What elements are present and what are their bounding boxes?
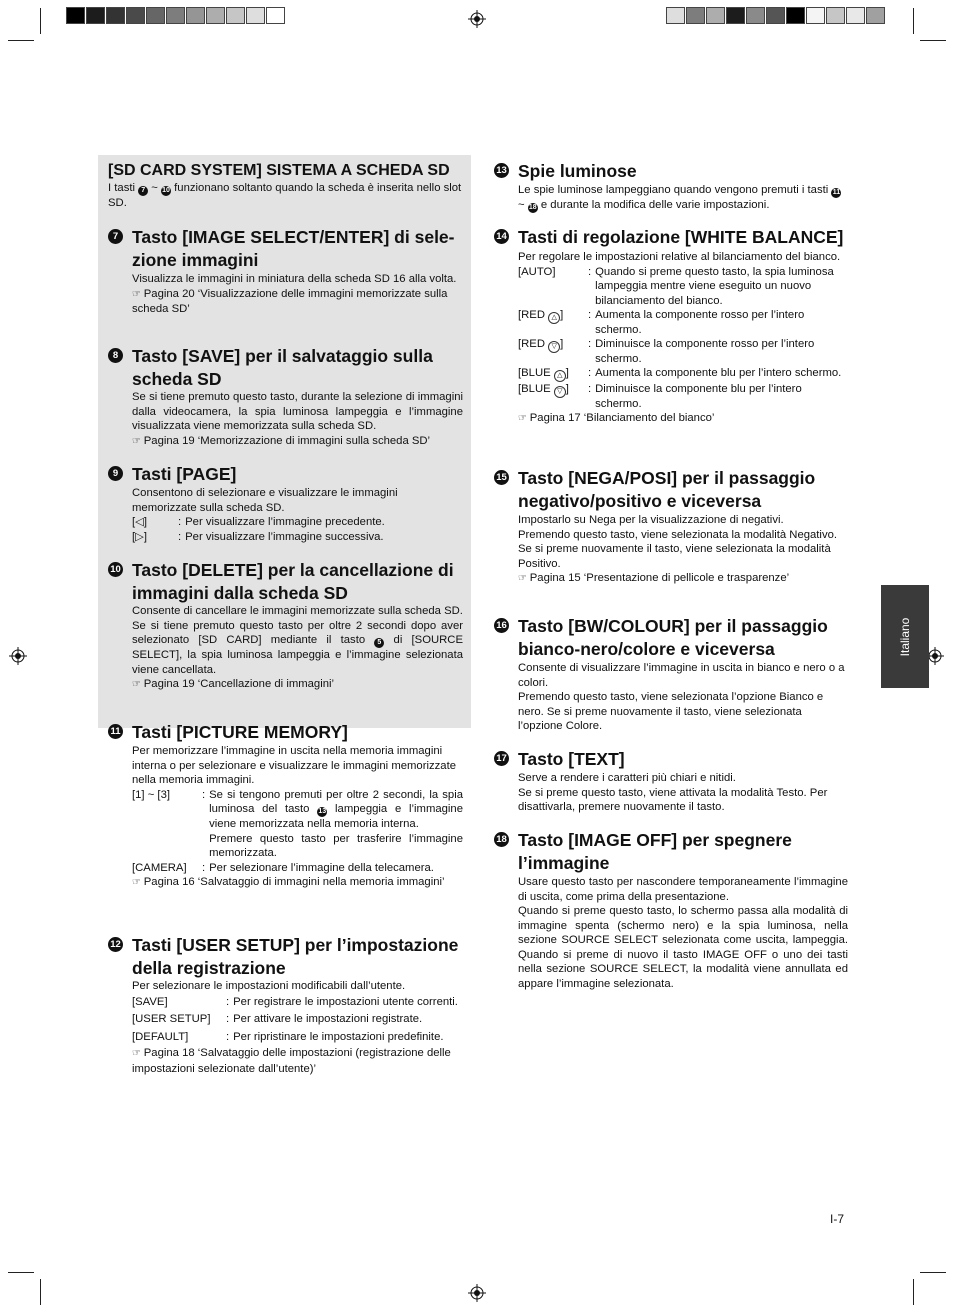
page-reference: ☞ Pagina 19 ‘Cancellazione di immagini’ [132, 677, 463, 693]
page-number: I-7 [830, 1212, 845, 1226]
table-row [518, 337, 848, 366]
body-text: Quando si preme questo tasto, lo schermo passa alla modalità di immagine spenta (schermo nero) e la spia luminosa, nella sezione SOURCE SELECT selezionata come uscita, lampeggia. Quando si preme di nuovo il tasto IMAGE OFF o uno dei tasti nella sezione SOURCE SELECT, la modalità viene annullata ed appare l’immagine selezionata. [518, 905, 848, 990]
body-text [132, 619, 463, 678]
body-text [518, 183, 848, 213]
body-text: Se si tiene premuto questo tasto, durante la selezione di immagini dalla videocamera, la spia luminosa lampeggia e l’immagine visualizzata viene memorizzata sulla scheda SD. [132, 391, 463, 432]
key-description [209, 788, 463, 861]
section-title [518, 467, 848, 513]
section-title: Tasti [PAGE] [132, 464, 237, 484]
key-number-badge: 10 [162, 187, 170, 194]
table-row [518, 265, 848, 309]
section-number-badge: 17 [494, 751, 509, 766]
description-part: lampeggia e l’immagine viene memorizzata nella memoria interna. [209, 803, 464, 830]
key-table [132, 515, 385, 544]
key-text: [RED [518, 338, 545, 350]
key-label: [▷] [132, 530, 147, 543]
body-text-part: Le spie luminose lampeggiano quando vengono premuti i tasti [518, 184, 829, 196]
registration-mark [9, 647, 27, 665]
separator: : [226, 995, 230, 1008]
sd-card-header [108, 161, 464, 211]
key-label: [BLUE △ ] [518, 366, 584, 382]
key-number-badge: 7 [138, 186, 148, 196]
body-text: Per selezionare le impostazioni modificabili dall’utente. [132, 980, 406, 992]
key-description: Diminuisce la componente blu per l’intero schermo. [595, 383, 802, 410]
page-reference: ☞ Pagina 20 ‘Visualizzazione delle immagini memorizzate sulla scheda SD’ [132, 287, 463, 317]
crop-mark [8, 40, 34, 41]
section-title [132, 226, 463, 272]
body-text: Premendo questo tasto, viene selezionata l’opzione Bianco e nero. Se si preme nuovamente il tasto, viene selezionata l’opzione Colore. [518, 691, 824, 732]
title-line: scheda SD [132, 369, 222, 389]
key-table [132, 788, 463, 876]
body-text: Consente di cancellare le immagini memorizzate sulla scheda SD. [132, 605, 463, 617]
key-label: [RED ▽ ] [518, 337, 584, 366]
section-number-badge: 11 [108, 724, 123, 739]
section-body [132, 744, 463, 891]
table-row [132, 994, 458, 1012]
crop-mark [920, 1272, 946, 1273]
section-title: Tasto [TEXT] [518, 749, 625, 769]
section-number-badge: 9 [108, 466, 123, 481]
registration-mark [468, 1284, 486, 1302]
separator: : [588, 309, 592, 321]
separator: : [588, 383, 592, 395]
table-row [132, 1011, 458, 1029]
key-description: Aumenta la componente blu per l’intero schermo. [595, 367, 842, 379]
title-line: Tasto [BW/COLOUR] per il passaggio [518, 616, 828, 636]
page-reference: ☞ Pagina 17 ‘Bilanciamento del bianco’ [518, 411, 848, 427]
section-number-badge: 13 [494, 163, 509, 178]
key-table [518, 265, 848, 412]
table-row [132, 530, 385, 545]
section-title [132, 345, 463, 391]
section-number-badge: 7 [108, 229, 123, 244]
body-text: Se si preme questo tasto, viene attivata la modalità Testo. Per disattivarla, premere nuovamente il tasto. [518, 786, 828, 813]
section-body [518, 250, 848, 427]
key-description: Diminuisce la componente rosso per l’intero schermo. [595, 338, 815, 365]
key-label: [BLUE ▽ ] [518, 382, 584, 411]
section-number-badge: 12 [108, 937, 123, 952]
body-text-part: e durante la modifica delle varie impostazioni. [540, 199, 770, 211]
key-description: Aumenta la componente rosso per l’intero schermo. [595, 309, 805, 336]
section-title [132, 934, 463, 980]
page-reference: ☞ Pagina 16 ‘Salvataggio di immagini nella memoria immagini’ [132, 875, 463, 891]
section-title [518, 829, 848, 875]
body-text-part: Se si tiene premuto questo tasto per oltre 2 secondi dopo aver selezionato [SD CARD] mediante il tasto [132, 619, 463, 646]
registration-mark [468, 10, 486, 28]
section-body [518, 183, 848, 213]
section-body [518, 771, 848, 815]
key-label: [DEFAULT] [132, 1030, 189, 1043]
body-text: Visualizza le immagini in miniatura della scheda SD 16 alla volta. [132, 273, 457, 285]
crop-mark [40, 8, 41, 34]
table-row [132, 861, 463, 876]
key-description: Per attivare le impostazioni registrate. [233, 1013, 423, 1025]
title-line: Tasto [SAVE] per il salvataggio sulla [132, 346, 433, 366]
separator: : [178, 530, 182, 543]
body-text: Per regolare le impostazioni relative al bilanciamento del bianco. [518, 251, 841, 263]
title-line: Tasto [IMAGE OFF] per spegnere [518, 830, 792, 850]
page-reference: ☞ Pagina 15 ‘Presentazione di pellicole e trasparenze’ [518, 571, 848, 587]
body-text: Consentono di selezionare e visualizzare le immagini memorizzate sulla scheda SD. [132, 487, 398, 514]
key-description: Per ripristinare le impostazioni predefinite. [233, 1030, 444, 1043]
key-number-badge: 18 [528, 204, 537, 211]
up-triangle-icon: △ [554, 370, 566, 382]
sd-intro-text: funzionano soltanto quando la scheda è inserita nello slot SD. [108, 182, 462, 209]
body-text: Premendo questo tasto, viene selezionata la modalità Negativo. [518, 528, 838, 541]
separator: : [202, 788, 206, 801]
body-text-part: di [SOURCE SELECT], la spia luminosa lampeggia e l’immagine selezionata viene cancellata. [132, 634, 463, 676]
key-label [518, 265, 584, 309]
key-label: [1] ~ [3] [132, 788, 170, 801]
separator: : [202, 861, 206, 874]
title-line: Tasto [IMAGE SELECT/ENTER] di sele- [132, 227, 455, 247]
separator: : [588, 367, 592, 379]
down-triangle-icon: ▽ [554, 386, 566, 398]
body-text: Se si preme nuovamente il tasto, viene selezionata la modalità Positivo. [518, 543, 831, 570]
key-description: Per visualizzare l’immagine successiva. [185, 530, 384, 543]
description-part: Se si tengono premuti per oltre 2 secondi, la spia luminosa del tasto [209, 788, 463, 815]
section-title: Tasti [PICTURE MEMORY] [132, 722, 348, 742]
key-number-badge: 13 [318, 808, 327, 815]
range-tilde: ~ [151, 182, 158, 194]
description-part: Premere questo tasto per trasferire l’immagine memorizzata. [209, 832, 463, 859]
separator: : [588, 338, 592, 350]
title-line: Tasti [USER SETUP] per l’impostazione [132, 935, 459, 955]
body-text: Consente di visualizzare l’immagine in uscita in bianco e nero o a colori. [518, 662, 845, 689]
key-text: [BLUE [518, 383, 551, 395]
key-label: [◁] [132, 516, 147, 528]
key-label: [RED △ ] [518, 308, 584, 337]
title-line: negativo/positivo e viceversa [518, 491, 762, 511]
body-text: Per memorizzare l’immagine in uscita nella memoria immagini interna o per selezionare e visualizzare le immagini memorizzate nella memoria immagini. [132, 745, 456, 786]
key-label: [CAMERA] [132, 861, 187, 874]
key-label: [USER SETUP] [132, 1013, 211, 1025]
key-text: [AUTO] [518, 265, 556, 278]
section-body [132, 486, 463, 544]
section-number-badge: 14 [494, 229, 509, 244]
section-number-badge: 10 [108, 562, 123, 577]
language-side-tab [881, 585, 929, 688]
key-description: Per visualizzare l’immagine precedente. [185, 516, 385, 528]
section-body [132, 272, 463, 317]
section-body [518, 661, 848, 734]
crop-mark [913, 8, 914, 34]
key-description: Per registrare le impostazioni utente correnti. [233, 995, 458, 1008]
key-table [132, 994, 458, 1047]
section-title [132, 559, 463, 605]
section-title: Spie luminose [518, 161, 637, 181]
table-row [132, 1029, 458, 1047]
table-row [132, 515, 385, 530]
section-number-badge: 8 [108, 348, 123, 363]
section-number-badge: 18 [494, 832, 509, 847]
separator: : [178, 516, 182, 528]
language-tab-label: Italiano [898, 617, 912, 656]
table-row [518, 366, 848, 382]
table-row [518, 308, 848, 337]
section-title [518, 615, 848, 661]
crop-mark [920, 40, 946, 41]
table-row [518, 382, 848, 411]
key-text: [BLUE [518, 367, 551, 379]
section-body [132, 390, 463, 449]
down-triangle-icon: ▽ [548, 341, 560, 353]
key-number-badge: 11 [832, 189, 841, 196]
section-number-badge: 16 [494, 618, 509, 633]
title-line: Tasto [DELETE] per la cancellazione di [132, 560, 454, 580]
key-number-badge: 5 [374, 638, 384, 648]
section-body [518, 875, 848, 991]
section-body [132, 979, 463, 1076]
title-line: immagini dalla scheda SD [132, 583, 348, 603]
section-title: Tasti di regolazione [WHITE BALANCE] [518, 227, 844, 247]
title-line: della registrazione [132, 958, 286, 978]
table-row [132, 788, 463, 861]
section-number-badge: 15 [494, 470, 509, 485]
range-tilde: ~ [518, 199, 525, 211]
crop-mark [913, 1279, 914, 1305]
title-line: Tasto [NEGA/POSI] per il passaggio [518, 468, 816, 488]
body-text: Usare questo tasto per nascondere temporaneamente l’immagine di uscita, come prima della presentazione. [518, 876, 848, 903]
title-line: zione immagini [132, 250, 259, 270]
key-text: [RED [518, 309, 545, 321]
crop-mark [8, 1272, 34, 1273]
body-text: Serve a rendere i caratteri più chiari e nitidi. [518, 772, 736, 784]
title-line: bianco-nero/colore e viceversa [518, 639, 775, 659]
section-body [518, 513, 848, 587]
crop-mark [40, 1279, 41, 1305]
sd-card-title: [SD CARD SYSTEM] SISTEMA A SCHEDA SD [108, 162, 450, 179]
key-description: Quando si preme questo tasto, la spia luminosa lampeggia mentre viene eseguito un nuovo bilanciamento del bianco. [595, 265, 834, 307]
up-triangle-icon: △ [548, 312, 560, 324]
separator: : [226, 1030, 230, 1043]
key-label: [SAVE] [132, 995, 168, 1008]
sd-intro-text: I tasti [108, 182, 135, 194]
separator: : [226, 1013, 230, 1025]
section-body [132, 604, 463, 693]
sd-card-intro [108, 181, 464, 211]
key-description: Per selezionare l’immagine della telecamera. [209, 861, 434, 874]
page-reference: ☞ Pagina 18 ‘Salvataggio delle impostazioni (registrazione delle impostazioni selezionate dall’utente)’ [132, 1046, 463, 1076]
body-text: Impostarlo su Nega per la visualizzazione di negativi. [518, 514, 784, 526]
separator: : [588, 265, 592, 278]
page-reference: ☞ Pagina 19 ‘Memorizzazione di immagini sulla scheda SD’ [132, 434, 463, 450]
title-line: l’immagine [518, 853, 610, 873]
